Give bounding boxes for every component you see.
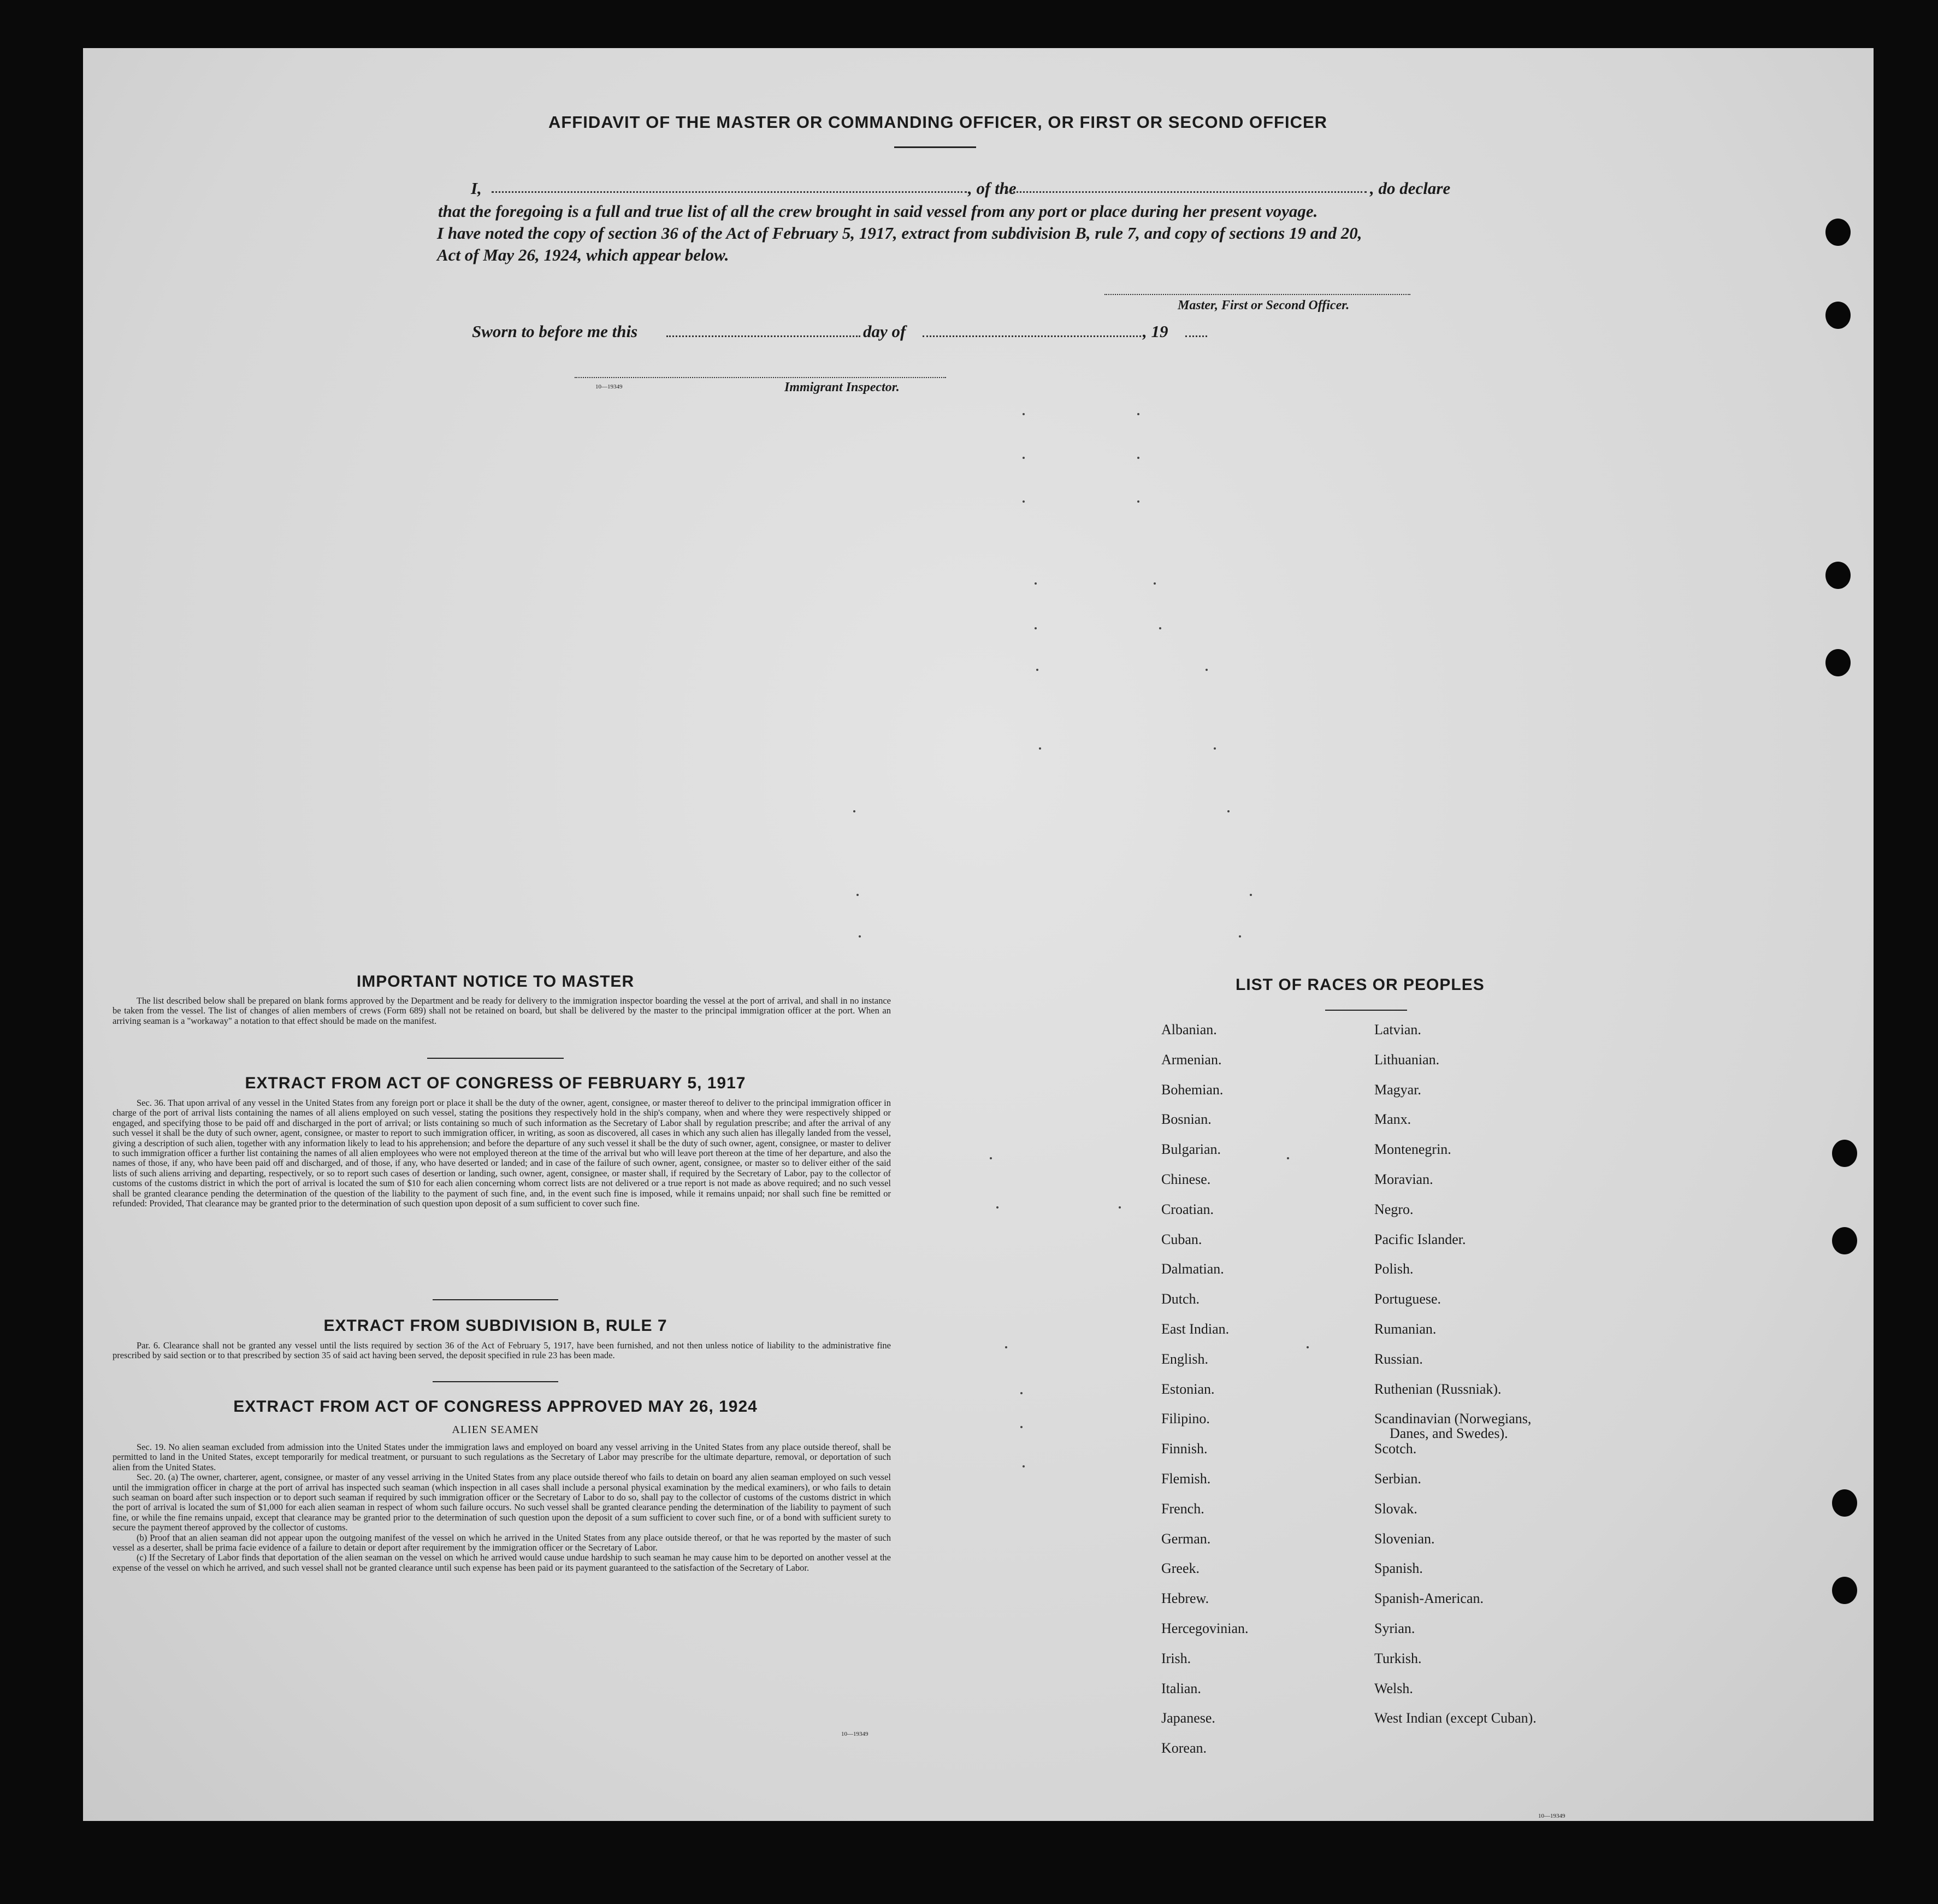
race-item: Dutch. <box>1161 1291 1200 1307</box>
speck <box>856 894 859 896</box>
race-item: Chinese. <box>1161 1171 1211 1187</box>
race-item: Armenian. <box>1161 1051 1222 1068</box>
inspector-caption: Immigrant Inspector. <box>784 380 900 394</box>
race-item: Lithuanian. <box>1374 1051 1440 1068</box>
race-item: Russian. <box>1374 1351 1423 1367</box>
punch-hole <box>1825 562 1851 589</box>
race-item: Spanish. <box>1374 1560 1423 1577</box>
speck <box>1137 457 1139 459</box>
race-item: Finnish. <box>1161 1441 1208 1457</box>
speck <box>1039 747 1041 750</box>
race-item: Japanese. <box>1161 1710 1215 1726</box>
race-item: Hercegovinian. <box>1161 1620 1249 1636</box>
race-item: Bosnian. <box>1161 1111 1212 1128</box>
race-item: Negro. <box>1374 1201 1414 1217</box>
speck <box>1023 1465 1025 1467</box>
sworn-label: Sworn to before me this <box>472 322 638 341</box>
punch-hole <box>1825 219 1851 246</box>
race-item: Montenegrin. <box>1374 1141 1451 1158</box>
i-label: I, <box>471 179 482 198</box>
speck <box>1035 627 1037 629</box>
race-item: Italian. <box>1161 1680 1201 1696</box>
race-item: French. <box>1161 1500 1204 1517</box>
officer-signature-caption: Master, First or Second Officer. <box>1178 298 1350 313</box>
declaration-line-4: Act of May 26, 1924, which appear below. <box>437 245 729 264</box>
manifest-sheet <box>83 48 1874 1821</box>
race-item: West Indian (except Cuban). <box>1374 1710 1537 1726</box>
notice-heading: IMPORTANT NOTICE TO MASTER <box>356 972 635 991</box>
race-item: Magyar. <box>1374 1081 1421 1098</box>
affidavit-title: AFFIDAVIT OF THE MASTER OR COMMANDING OFFICER, OR FIRST OR SECOND OFFICER <box>548 113 1328 132</box>
race-item: Cuban. <box>1161 1231 1202 1247</box>
notice-text <box>113 996 891 1026</box>
extract-1924-text <box>113 1442 891 1573</box>
punch-hole <box>1825 649 1851 676</box>
declaration-line-3: I have noted the copy of section 36 of the Act of February 5, 1917, extract from subdivision B, rule 7, and copy of sections 19 and 20, <box>437 223 1362 243</box>
affidavit-form-number: 10—19349 <box>595 384 623 390</box>
sworn-day-line <box>666 335 860 337</box>
race-item: East Indian. <box>1161 1321 1230 1337</box>
punch-hole <box>1832 1140 1857 1167</box>
race-item: English. <box>1161 1351 1208 1367</box>
race-item: Rumanian. <box>1374 1321 1437 1337</box>
race-item: Bulgarian. <box>1161 1141 1221 1158</box>
race-item: Ruthenian (Russniak). <box>1374 1381 1502 1397</box>
race-item: Serbian. <box>1374 1471 1421 1487</box>
extract-rule7-heading: EXTRACT FROM SUBDIVISION B, RULE 7 <box>323 1317 667 1335</box>
speck <box>990 1157 992 1159</box>
race-item: Korean. <box>1161 1740 1207 1756</box>
race-item: Turkish. <box>1374 1650 1422 1666</box>
do-declare-label: , do declare <box>1370 179 1451 198</box>
race-item: Portuguese. <box>1374 1291 1441 1307</box>
speck <box>1250 894 1252 896</box>
inspector-signature-line <box>575 377 946 378</box>
speck <box>1154 582 1156 585</box>
sec-36-paragraph: Sec. 36. That upon arrival of any vessel in the United States from any foreign port or place it shall be the duty of the owner, agent, consignee, or master thereof to deliver to the principal immigration officer in charge of the port of arrival lists containing the names of all aliens employed on such vessel, stating the positions they respectively hold in the ship's company, when and where they were respectively shipped or engaged, and specifying those to be paid off and discharged in the port of arrival; or lists containing so much of such information as the Secretary of Labor shall by regulation prescribe; and after the arrival of any such vessel it shall be the duty of such owner, agent, consignee, or master to report to such immigration officer, in writing, as soon as discovered, all cases in which any such alien has illegally landed from the vessel, giving a description of such alien, together with any information likely to lead to his apprehension; and before the departure of any such vessel it shall be the duty of such owner, agent, consignee, or master to deliver to such immigration officer a further list containing the names of all alien employees who were not employed thereon at the time of the arrival but who will leave port thereon at the time of her departure, and also the names of those, if any, who have been paid off and discharged, and of those, if any, who have deserted or landed; and in case of the failure of such owner, agent, consignee, or master so to deliver either of the said lists of such aliens arriving and departing, respectively, or so to report such cases of desertion or landing, such owner, agent, consignee, or master shall, if required by the Secretary of Labor, pay to the collector of customs of the customs district in which the port of arrival is located the sum of $10 for each alien concerning whom correct lists are not delivered or a true report is not made as above required; and no such vessel shall be granted clearance pending the determination of the question of the liability to the payment of such fine, and, in the event such fine is imposed, while it remains unpaid; nor shall such fine be remitted or refunded: Provided, That clearance may be granted prior to the determination of such question upon deposit of a sum sufficient to cover such fine. <box>113 1098 891 1209</box>
race-item: Croatian. <box>1161 1201 1214 1217</box>
speck <box>1035 582 1037 585</box>
race-item: Syrian. <box>1374 1620 1415 1636</box>
race-item: Manx. <box>1374 1111 1411 1128</box>
race-item: German. <box>1161 1530 1211 1547</box>
speck <box>1005 1346 1007 1348</box>
sworn-month-line <box>923 335 1141 337</box>
extract-1917-text <box>113 1098 891 1209</box>
race-item: Spanish-American. <box>1374 1590 1484 1607</box>
speck <box>1159 627 1161 629</box>
race-item: Polish. <box>1374 1261 1414 1277</box>
speck <box>1020 1426 1023 1428</box>
speck <box>1119 1206 1121 1209</box>
extract-1917-divider <box>433 1299 558 1300</box>
title-underline <box>894 146 976 148</box>
speck <box>1020 1392 1023 1394</box>
officer-signature-line <box>1104 294 1410 295</box>
extract-rule7-text <box>113 1341 891 1361</box>
vessel-fill-line <box>1006 191 1367 193</box>
speck <box>1137 500 1139 503</box>
alien-seamen-subheading: ALIEN SEAMEN <box>452 1424 539 1436</box>
race-item: Slovak. <box>1374 1500 1417 1517</box>
race-item: Welsh. <box>1374 1680 1413 1696</box>
speck <box>1307 1346 1309 1348</box>
year-label: , 19 <box>1143 322 1168 341</box>
race-item: Pacific Islander. <box>1374 1231 1466 1247</box>
extract-1924-heading: EXTRACT FROM ACT OF CONGRESS APPROVED MAY 26, 1924 <box>233 1398 758 1416</box>
punch-hole <box>1832 1489 1857 1517</box>
race-item: Danes, and Swedes). <box>1390 1425 1508 1442</box>
punch-hole <box>1832 1227 1857 1254</box>
race-item: Slovenian. <box>1374 1530 1435 1547</box>
sec-20c-paragraph: (c) If the Secretary of Labor finds that deportation of the alien seaman on the vessel on which he arrived would cause undue hardship to such seaman he may cause him to be deported on another vessel at the expense of the vessel on which he arrived, and such vessel shall not be granted clearance until such expense has been paid or its payment guaranteed to the satisfaction of the Secretary of Labor. <box>113 1552 891 1573</box>
sec-19-paragraph: Sec. 19. No alien seaman excluded from admission into the United States under the immigration laws and employed on board any vessel arriving in the United States from any place outside thereof, shall be permitted to land in the United States, except temporarily for medical treatment, or pursuant to such regulations as the Secretary of Labor may prescribe for the ultimate departure, removal, or deportation of such alien from the United States. <box>113 1442 891 1472</box>
race-item: Scandinavian (Norwegians, <box>1374 1411 1532 1427</box>
race-item: Greek. <box>1161 1560 1200 1577</box>
declaration-line-2: that the foregoing is a full and true list of all the crew brought in said vessel from any port or place during her present voyage. <box>438 202 1318 221</box>
speck <box>1137 413 1139 415</box>
speck <box>1036 669 1038 671</box>
race-item: Latvian. <box>1374 1022 1421 1038</box>
speck <box>1227 810 1230 812</box>
race-item: Irish. <box>1161 1650 1191 1666</box>
speck <box>1023 413 1025 415</box>
name-fill-line <box>492 191 967 193</box>
punch-hole <box>1832 1577 1857 1604</box>
par-6-paragraph: Par. 6. Clearance shall not be granted any vessel until the lists required by section 36 of the Act of February 5, 1917, have been furnished, and not then unless notice of liability to the administrative fine prescribed by said section or to that prescribed by section 35 of said act having been served, the deposit specified in rule 23 has been made. <box>113 1340 891 1361</box>
extract-1917-heading: EXTRACT FROM ACT OF CONGRESS OF FEBRUARY 5, 1917 <box>245 1074 746 1092</box>
sec-20a-paragraph: Sec. 20. (a) The owner, charterer, agent, consignee, or master of any vessel arriving in the United States from any place outside thereof who fails to detain on board any alien seaman employed on such vessel until the immigration officer in charge at the port of arrival has inspected such seaman (which inspection in all cases shall include a personal physical examination by the medical examiners), or who fails to detain such seaman on board after such inspection or to deport such seaman if required by such immigration officer or the Secretary of Labor to do so, shall pay to the collector of customs of the customs district in which the port of arrival is located the sum of $1,000 for each alien seaman in respect of whom such failure occurs. No such vessel shall be granted clearance pending the determination of the liability to payment of such fine, or while the fine remains unpaid, except that clearance may be granted prior to the determination of such question upon the deposit of a sum sufficient to cover such fine, or of a bond with sufficient surety to secure the payment thereof approved by the collector of customs. <box>113 1472 891 1533</box>
extract-form-number: 10—19349 <box>841 1731 868 1737</box>
speck <box>996 1206 998 1209</box>
day-of-label: day of <box>863 322 906 341</box>
sec-20b-paragraph: (b) Proof that an alien seaman did not appear upon the outgoing manifest of the vessel on which he arrived in the United States from any place outside thereof, or that he was reported by the master of such vessel as a deserter, shall be prima facie evidence of a failure to detain or deport after requirement by the immigration officer or the Secretary of Labor. <box>113 1532 891 1553</box>
speck <box>1023 500 1025 503</box>
speck <box>853 810 855 812</box>
speck <box>1023 457 1025 459</box>
race-item: Flemish. <box>1161 1471 1211 1487</box>
extract-rule7-divider <box>433 1381 558 1382</box>
notice-paragraph: The list described below shall be prepared on blank forms approved by the Department and be ready for delivery to the immigration inspector boarding the vessel at the port of arrival, and shall in no instance be taken from the vessel. The list of changes of alien members of crews (Form 689) shall not be retained on board, but shall be delivered by the master to the principal immigration officer at the port. When an arriving seaman is a "workaway" a notation to that effect should be made on the manifest. <box>113 995 891 1026</box>
race-item: Scotch. <box>1374 1441 1417 1457</box>
race-item: Dalmatian. <box>1161 1261 1224 1277</box>
speck <box>859 935 861 938</box>
race-item: Hebrew. <box>1161 1590 1209 1607</box>
speck <box>1239 935 1241 938</box>
speck <box>1287 1157 1289 1159</box>
race-item: Moravian. <box>1374 1171 1433 1187</box>
race-item: Bohemian. <box>1161 1081 1224 1098</box>
races-form-number: 10—19349 <box>1538 1813 1565 1819</box>
races-divider <box>1325 1010 1407 1011</box>
punch-hole <box>1825 302 1851 329</box>
race-item: Filipino. <box>1161 1411 1210 1427</box>
sworn-year-line <box>1185 335 1207 337</box>
notice-divider <box>427 1058 564 1059</box>
race-item: Estonian. <box>1161 1381 1215 1397</box>
of-the-label: , of the <box>968 179 1017 198</box>
speck <box>1214 747 1216 750</box>
races-heading: LIST OF RACES OR PEOPLES <box>1236 976 1485 994</box>
speck <box>1206 669 1208 671</box>
race-item: Albanian. <box>1161 1022 1217 1038</box>
